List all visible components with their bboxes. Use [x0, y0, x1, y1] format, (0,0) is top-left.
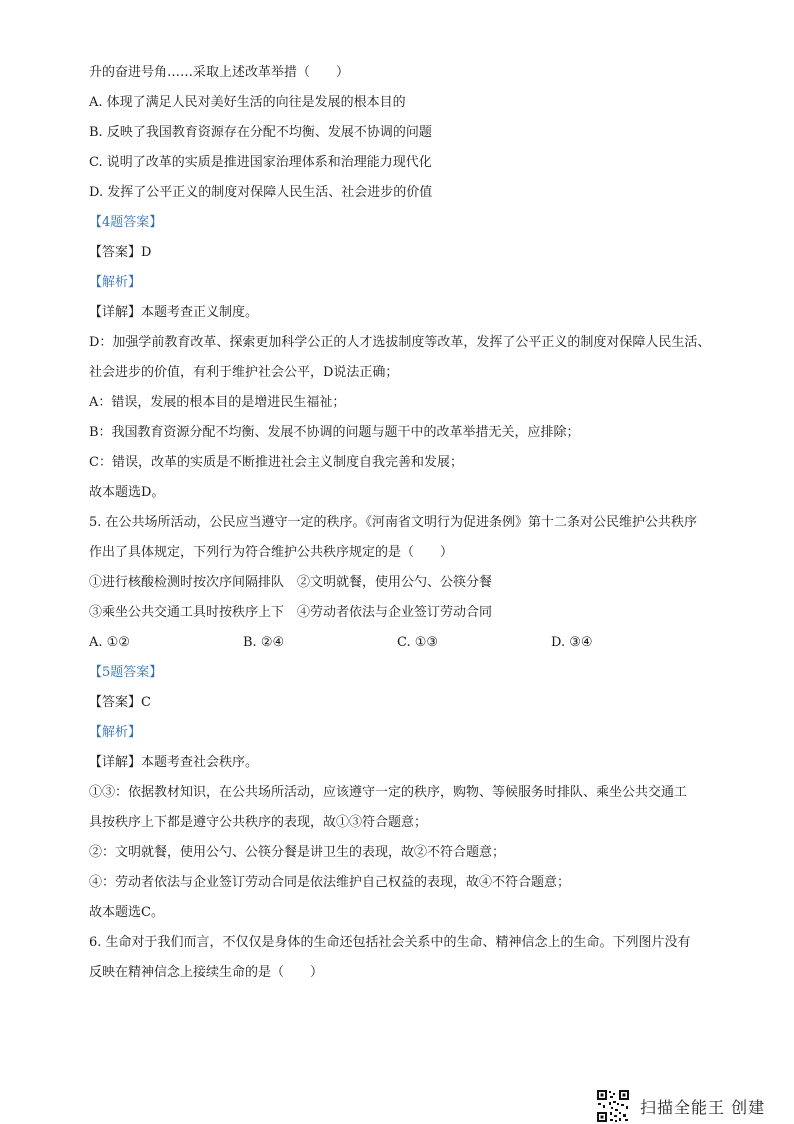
q5-options	[89, 635, 649, 651]
q5-option-d: D. ③④	[551, 635, 593, 650]
q4-option-a: A. 体现了满足人民对美好生活的向往是发展的根本目的	[89, 95, 406, 110]
q4-detail-b: B：我国教育资源分配不均衡、发展不协调的问题与题干中的改革举措无关，应排除；	[89, 425, 580, 440]
q5-detail-heading: 【详解】本题考查社会秩序。	[89, 755, 259, 770]
q5-detail-13-1: ①③：依据教材知识，在公共场所活动，应该遵守一定的秩序，购物、等候服务时排队、乘坐公共交通工	[89, 785, 688, 800]
brand-text: 扫描全能王 创建	[640, 1097, 766, 1117]
q5-items-2: ③乘坐公共交通工具时按秩序上下 ④劳动者依法与企业签订劳动合同	[89, 605, 493, 620]
q5-conclusion: 故本题选C。	[89, 905, 164, 920]
q5-answer: 【答案】C	[89, 695, 151, 710]
q4-option-d: D. 发挥了公平正义的制度对保障人民生活、社会进步的价值	[89, 185, 433, 200]
q4-stem-tail: 升的奋进号角……采取上述改革举措（ ）	[89, 65, 350, 80]
q6-stem-1: 6. 生命对于我们而言，不仅仅是身体的生命还包括社会关系中的生命、精神信念上的生命。下列图片没有	[89, 935, 691, 950]
q5-option-c: C. ①③	[397, 635, 439, 650]
q4-answer-header: 【4题答案】	[89, 215, 163, 230]
q5-detail-4: ④：劳动者依法与企业签订劳动合同是依法维护自己权益的表现，故④不符合题意；	[89, 875, 571, 890]
q5-option-b: B. ②④	[243, 635, 285, 650]
q5-items-1: ①进行核酸检测时按次序间隔排队 ②文明就餐，使用公勺、公筷分餐	[89, 575, 493, 590]
q5-detail-13-2: 具按秩序上下都是遵守公共秩序的表现，故①③符合题意；	[89, 815, 428, 830]
q4-conclusion: 故本题选D。	[89, 485, 165, 500]
q5-stem-2: 作出了具体规定，下列行为符合维护公共秩序规定的是（ ）	[89, 545, 454, 560]
q5-analysis-label: 【解析】	[89, 725, 142, 740]
q4-analysis-label: 【解析】	[89, 275, 142, 290]
q4-option-c: C. 说明了改革的实质是推进国家治理体系和治理能力现代化	[89, 155, 432, 170]
q5-option-a: A. ①②	[89, 635, 130, 650]
q4-detail-a: A：错误，发展的根本目的是增进民生福祉；	[89, 395, 346, 410]
q4-detail-d-1: D：加强学前教育改革、探索更加科学公正的人才选拔制度等改革，发挥了公平正义的制度对保障人民生活、	[89, 335, 711, 350]
qr-code-icon	[596, 1089, 630, 1123]
q4-detail-c: C：错误，改革的实质是不断推进社会主义制度自我完善和发展；	[89, 455, 463, 470]
q4-option-b: B. 反映了我国教育资源存在分配不均衡、发展不协调的问题	[89, 125, 432, 140]
q4-detail-heading: 【详解】本题考查正义制度。	[89, 305, 259, 320]
q6-stem-2: 反映在精神信念上接续生命的是（ ）	[89, 965, 324, 980]
q4-detail-d-2: 社会进步的价值，有利于维护社会公平，D说法正确；	[89, 365, 399, 380]
q5-stem-1: 5. 在公共场所活动，公民应当遵守一定的秩序。《河南省文明行为促进条例》第十二条对公民维护公共秩序	[89, 515, 698, 530]
q5-detail-2: ②：文明就餐，使用公勺、公筷分餐是讲卫生的表现，故②不符合题意；	[89, 845, 506, 860]
q5-answer-header: 【5题答案】	[89, 665, 163, 680]
q4-answer: 【答案】D	[89, 245, 152, 260]
scanner-watermark	[596, 1088, 765, 1124]
